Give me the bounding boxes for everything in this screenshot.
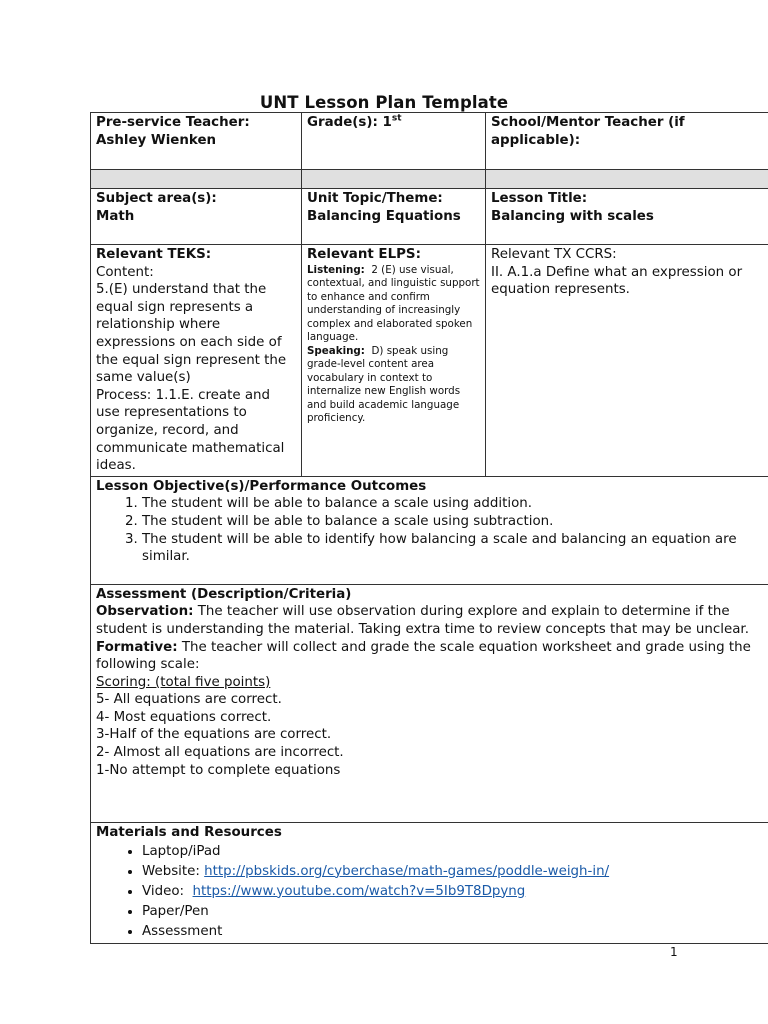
objectives-row bbox=[91, 476, 768, 584]
observation-paragraph bbox=[96, 603, 768, 638]
objectives-list bbox=[96, 495, 768, 565]
website-link[interactable]: http://pbskids.org/cyberchase/math-games/poddle-weigh-in/ bbox=[204, 863, 610, 879]
standards-row bbox=[91, 245, 768, 477]
subject-cell bbox=[91, 189, 302, 245]
grade-suffix: st bbox=[391, 113, 402, 124]
subject-value: Math bbox=[96, 208, 135, 224]
elps-speaking-text: D) speak using grade-level content area vocabulary in context to internalize new English words and build academic language proficiency. bbox=[307, 344, 461, 425]
material-item: • Paper/Pen bbox=[142, 902, 768, 922]
assessment-heading: Assessment (Description/Criteria) bbox=[96, 586, 352, 602]
elps-listening-text: 2 (E) use visual, contextual, and linguistic support to enhance and confirm understanding of increasingly complex and elaborated spoken language. bbox=[307, 263, 480, 344]
score-line: 5- All equations are correct. bbox=[96, 692, 282, 708]
unit-label: Unit Topic/Theme: bbox=[307, 191, 443, 206]
teks-cell bbox=[91, 245, 302, 477]
page-number: 1 bbox=[670, 945, 678, 959]
website-label: Website: bbox=[142, 863, 205, 879]
school-cell bbox=[486, 113, 768, 170]
ccrs-label: Relevant TX CCRS: bbox=[491, 247, 617, 262]
score-line: 4- Most equations correct. bbox=[96, 709, 272, 725]
elps-listening-label: Listening: bbox=[307, 263, 365, 276]
objectives-cell bbox=[91, 476, 768, 584]
document-title: UNT Lesson Plan Template bbox=[259, 93, 509, 112]
materials-row bbox=[91, 822, 768, 943]
lesson-title-value: Balancing with scales bbox=[491, 208, 654, 224]
formative-label: Formative: bbox=[96, 639, 178, 655]
spacer-cell bbox=[302, 170, 486, 189]
formative-paragraph bbox=[96, 639, 768, 674]
materials-cell bbox=[91, 822, 768, 943]
school-label: School/Mentor Teacher (if applicable): bbox=[491, 115, 685, 148]
assessment-cell bbox=[91, 584, 768, 822]
objective-item: 1. The student will be able to balance a scale using addition. bbox=[142, 495, 768, 513]
subject-label: Subject area(s): bbox=[96, 191, 217, 206]
video-link[interactable]: https://www.youtube.com/watch?v=5Ib9T8Dpyng bbox=[192, 883, 526, 899]
grade-label: Grade(s): 1 bbox=[307, 115, 392, 130]
subject-row bbox=[91, 189, 768, 245]
objective-item: 3. The student will be able to identify how balancing a scale and balancing an equation are similar. bbox=[142, 531, 768, 566]
observation-label: Observation: bbox=[96, 604, 194, 620]
elps-speaking-label: Speaking: bbox=[307, 344, 365, 357]
spacer-cell bbox=[486, 170, 768, 189]
lesson-title-label: Lesson Title: bbox=[491, 191, 588, 206]
teks-content-label: Content: bbox=[96, 264, 154, 280]
observation-text: The teacher will use observation during explore and explain to determine if the student is understanding the material. Taking extra time to review concepts that may be unclear. bbox=[96, 604, 749, 637]
teks-label: Relevant TEKS: bbox=[96, 247, 212, 262]
grade-cell bbox=[302, 113, 486, 170]
elps-speaking bbox=[307, 345, 480, 426]
teacher-label: Pre-service Teacher: bbox=[96, 115, 250, 130]
teacher-name: Ashley Wienken bbox=[96, 132, 217, 148]
elps-label: Relevant ELPS: bbox=[307, 247, 421, 262]
unit-value: Balancing Equations bbox=[307, 208, 461, 224]
material-item bbox=[142, 862, 768, 882]
teks-content-text: 5.(E) understand that the equal sign represents a relationship where expressions on each side of the equal sign represent the same value(s) bbox=[96, 282, 287, 386]
spacer-cell bbox=[91, 170, 302, 189]
scoring-label: Scoring: (total five points) bbox=[96, 674, 271, 690]
teacher-cell bbox=[91, 113, 302, 170]
elps-cell bbox=[302, 245, 486, 477]
teks-process-text: Process: 1.1.E. create and use representations to organize, record, and communicate mathematical ideas. bbox=[96, 387, 285, 474]
lesson-plan-table bbox=[90, 112, 768, 944]
score-line: 1-No attempt to complete equations bbox=[96, 762, 341, 778]
materials-heading: Materials and Resources bbox=[96, 824, 282, 840]
spacer-row bbox=[91, 170, 768, 189]
video-label: Video: bbox=[142, 883, 193, 899]
formative-text: The teacher will collect and grade the scale equation worksheet and grade using the following scale: bbox=[96, 639, 751, 673]
ccrs-cell bbox=[486, 245, 768, 477]
teacher-row bbox=[91, 113, 768, 170]
materials-list bbox=[96, 842, 768, 942]
assessment-row bbox=[91, 584, 768, 822]
unit-cell bbox=[302, 189, 486, 245]
ccrs-text: II. A.1.a Define what an expression or equation represents. bbox=[491, 264, 743, 298]
elps-listening bbox=[307, 264, 480, 345]
material-item: • Laptop/iPad bbox=[142, 842, 768, 862]
material-item bbox=[142, 882, 768, 902]
score-line: 2- Almost all equations are incorrect. bbox=[96, 745, 344, 761]
objectives-heading: Lesson Objective(s)/Performance Outcomes bbox=[96, 478, 427, 494]
material-item: • Assessment bbox=[142, 922, 768, 942]
lesson-title-cell bbox=[486, 189, 768, 245]
score-line: 3-Half of the equations are correct. bbox=[96, 727, 332, 743]
objective-item: 2. The student will be able to balance a scale using subtraction. bbox=[142, 513, 768, 531]
